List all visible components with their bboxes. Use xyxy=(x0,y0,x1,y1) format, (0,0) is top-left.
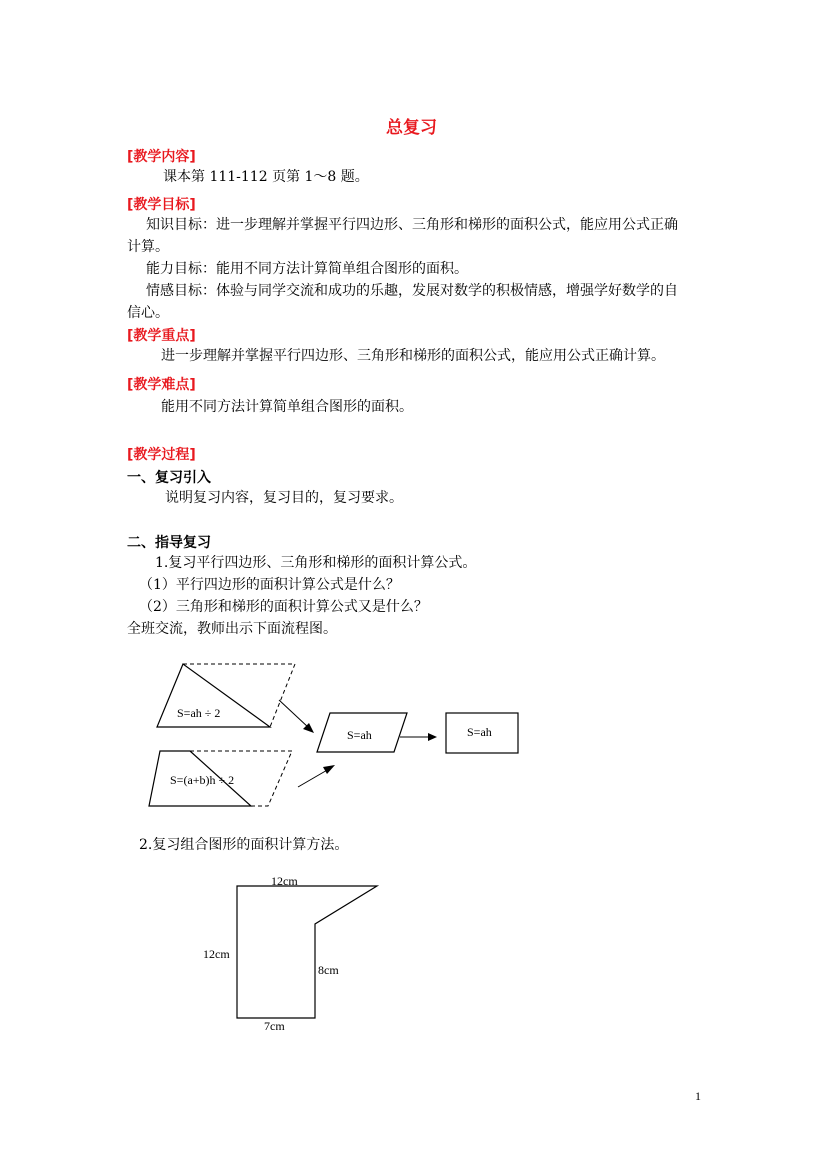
parallelogram-formula: S=ah xyxy=(347,728,372,742)
rectangle-formula: S=ah xyxy=(467,725,492,739)
question-2: （2）三角形和梯形的面积计算公式又是什么？ xyxy=(139,599,428,615)
part2-title: 二、指导复习 xyxy=(127,535,211,551)
arrow-triangle-to-parallelogram xyxy=(279,700,314,733)
goal-emotion-line1: 情感目标：体验与同学交流和成功的乐趣，发展对数学的积极情感，增强学好数学的自 xyxy=(146,283,678,299)
arrow-trapezoid-to-parallelogram xyxy=(298,765,335,787)
content-text: 课本第 111-112 页第 1～8 题。 xyxy=(163,169,369,185)
review-item-1: 1.复习平行四边形、三角形和梯形的面积计算公式。 xyxy=(155,555,477,571)
difficulties-text: 能用不同方法计算简单组合图形的面积。 xyxy=(161,399,413,415)
triangle-formula: S=ah ÷ 2 xyxy=(177,706,221,720)
composite-bottom-label: 7cm xyxy=(264,1019,285,1033)
trapezoid-formula: S=(a+b)h ÷ 2 xyxy=(170,773,235,787)
key-points-heading: [教学重点] xyxy=(127,328,196,344)
composite-right-label: 8cm xyxy=(318,963,339,977)
goal-knowledge-line2: 计算。 xyxy=(127,239,169,255)
goals-heading: [教学目标] xyxy=(127,197,196,213)
goal-ability: 能力目标：能用不同方法计算简单组合图形的面积。 xyxy=(146,261,468,277)
question-1: （1）平行四边形的面积计算公式是什么？ xyxy=(139,577,400,593)
goal-emotion-line2: 信心。 xyxy=(127,305,169,321)
part1-text: 说明复习内容，复习目的，复习要求。 xyxy=(165,490,403,506)
difficulties-heading: [教学难点] xyxy=(127,377,196,393)
composite-figure-shape xyxy=(237,886,377,1018)
key-points-text: 进一步理解并掌握平行四边形、三角形和梯形的面积公式，能应用公式正确计算。 xyxy=(161,348,665,364)
review-item-2: 2.复习组合图形的面积计算方法。 xyxy=(139,837,349,853)
composite-left-label: 12cm xyxy=(203,947,230,961)
arrow-parallelogram-to-rectangle xyxy=(400,733,437,741)
process-heading: [教学过程] xyxy=(127,447,196,463)
composite-top-label: 12cm xyxy=(271,874,298,888)
goal-knowledge-line1: 知识目标：进一步理解并掌握平行四边形、三角形和梯形的面积公式，能应用公式正确 xyxy=(146,217,678,233)
part1-title: 一、复习引入 xyxy=(127,470,211,486)
page-title: 总复习 xyxy=(386,118,437,138)
page-number: 1 xyxy=(695,1089,701,1103)
content-heading: [教学内容] xyxy=(127,149,196,165)
class-exchange-text: 全班交流，教师出示下面流程图。 xyxy=(127,621,337,637)
